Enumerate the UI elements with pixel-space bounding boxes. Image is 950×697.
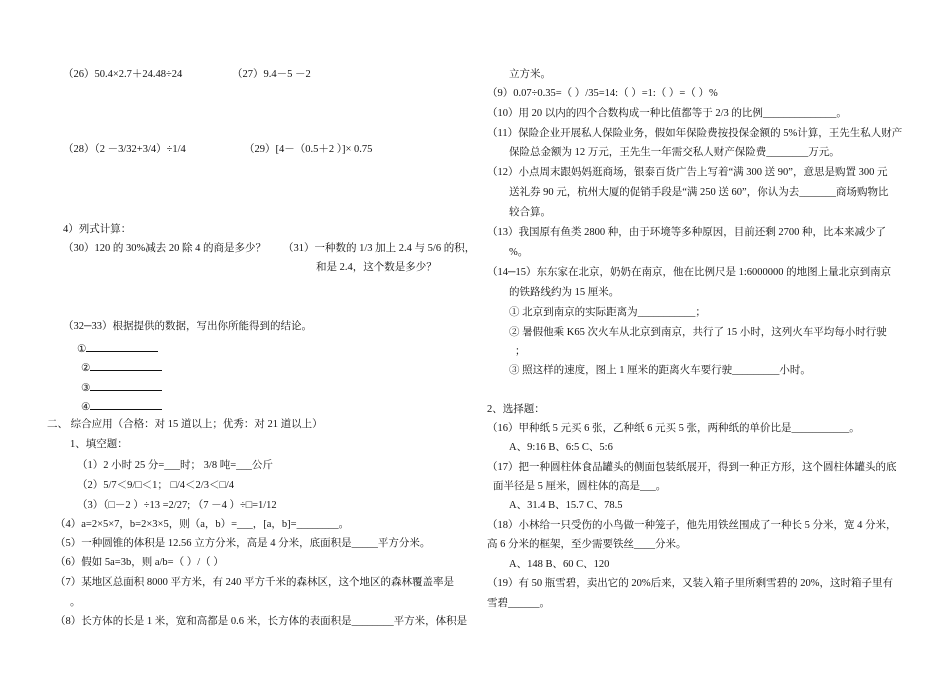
choice-17-options: A、31.4 B、15.7 C、78.5 bbox=[509, 500, 623, 511]
fill-6: （6）假如 5a=3b，则 a/b=（ ）/（ ） bbox=[55, 557, 224, 568]
conclusion-3-blank bbox=[90, 379, 162, 391]
fill-14-item2-cont: ； bbox=[515, 346, 526, 357]
question-26: （26）50.4×2.7＋24.48÷24 bbox=[63, 69, 183, 80]
section-2-title: 二、 综合应用（合格：对 15 道以上；优秀：对 21 道以上） bbox=[47, 419, 323, 430]
question-30: （30）120 的 30%减去 20 除 4 的商是多少？ bbox=[63, 243, 266, 254]
question-27: （27）9.4－5 －2 bbox=[232, 69, 311, 80]
fill-10: （10）用 20 以内的四个合数构成一种比值都等于 2/3 的比例______________。 bbox=[487, 108, 847, 119]
choice-18-line2: 高 6 分米的框架，至少需要铁丝____分米。 bbox=[487, 539, 687, 550]
fill-14-line1: （14─15）东东家在北京，奶奶在南京，他在比例尺是 1:6000000 的地图上量北京到南京 bbox=[487, 267, 892, 278]
conclusion-3 bbox=[81, 379, 162, 396]
section-4-title: 4）列式计算： bbox=[63, 224, 132, 235]
fill-14-item2: ② 暑假他乘 K65 次火车从北京到南京，共行了 15 小时，这列火车平均每小时行驶 bbox=[509, 327, 887, 338]
choice-title: 2、选择题： bbox=[487, 404, 545, 415]
choice-16-options: A、9:16 B、6:5 C、5:6 bbox=[509, 442, 613, 453]
question-32-33: （32─33）根据提供的数据，写出你所能得到的结论。 bbox=[63, 321, 312, 332]
fill-14-item1: ① 北京到南京的实际距离为___________； bbox=[509, 307, 706, 318]
conclusion-3-mark: ③ bbox=[81, 383, 91, 394]
fill-9: （9）0.07÷0.35=（ ）/35=14:（ ）=1:（ ）=（ ）% bbox=[487, 88, 718, 99]
fill-12-line2: 送礼券 90 元，杭州大厦的促销手段是“满 250 送 60”，你认为去_______商场购物比 bbox=[509, 187, 889, 198]
conclusion-4 bbox=[81, 398, 162, 415]
choice-19-line2: 雪碧______。 bbox=[487, 598, 550, 609]
question-31-line2: 和是 2.4，这个数是多少？ bbox=[316, 262, 437, 273]
fill-14-line2: 的铁路线约为 15 厘米。 bbox=[509, 287, 620, 298]
fill-7-line1: （7）某地区总面积 8000 平方米，有 240 平方千米的森林区，这个地区的森林覆盖率是 bbox=[55, 577, 454, 588]
choice-16: （16）甲种纸 5 元买 6 张，乙种纸 6 元买 5 张，两种纸的单价比是___________。 bbox=[487, 423, 860, 434]
conclusion-1 bbox=[77, 340, 158, 357]
conclusion-1-mark: ① bbox=[77, 344, 87, 355]
choice-19-line1: （19）有 50 瓶雪碧，卖出它的 20%后来，又装入箱子里所剩雪碧的 20%，这时箱子里有 bbox=[487, 578, 893, 589]
fill-12-line3: 较合算。 bbox=[509, 207, 551, 218]
fill-1: （1）2 小时 25 分=___时； 3/8 吨=___公斤 bbox=[77, 460, 273, 471]
fill-2: （2）5/7＜9/□＜1； □/4＜2/3＜□/4 bbox=[77, 480, 234, 491]
fill-14-item3: ③ 照这样的速度，图上 1 厘米的距离火车要行驶_________小时。 bbox=[509, 365, 811, 376]
fill-11-line1: （11）保险企业开展私人保险业务，假如年保险费按投保金额的 5%计算，王先生私人财产 bbox=[487, 128, 903, 139]
fill-13-line1: （13）我国原有鱼类 2800 种，由于环境等多种原因，目前还剩 2700 种，比本来减少了 bbox=[487, 227, 886, 238]
conclusion-2-blank bbox=[90, 359, 162, 371]
conclusion-1-blank bbox=[86, 340, 158, 352]
conclusion-4-mark: ④ bbox=[81, 402, 91, 413]
fill-3: （3）（□－2 ）÷13 =2/27; （7 －4 ）÷□=1/12 bbox=[77, 500, 277, 511]
conclusion-2 bbox=[81, 359, 162, 376]
question-29: （29）[4－（0.5＋2 ）]× 0.75 bbox=[244, 144, 373, 155]
choice-17-line2: 面半径是 5 厘米，圆柱体的高是___。 bbox=[493, 481, 667, 492]
choice-18-options: A、148 B、60 C、120 bbox=[509, 559, 610, 570]
fill-in-title: 1、填空题： bbox=[70, 439, 128, 450]
fill-4: （4）a=2×5×7，b=2×3×5，则（a，b）=___，[a，b]=________。 bbox=[55, 519, 350, 530]
fill-5: （5）一种圆锥的体积是 12.56 立方分米，高是 4 分米，底面积是_____平方分米。 bbox=[55, 538, 431, 549]
question-31-line1: （31）一种数的 1/3 加上 2.4 与 5/6 的积， bbox=[283, 243, 476, 254]
fill-12-line1: （12）小点周末跟妈妈逛商场，银泰百货广告上写着“满 300 送 90”，意思是购置 300 元 bbox=[487, 167, 888, 178]
fill-8-cont: 立方米。 bbox=[509, 69, 551, 80]
choice-17-line1: （17）把一种圆柱体食品罐头的侧面包装纸展开，得到一种正方形，这个圆柱体罐头的底 bbox=[487, 462, 897, 473]
fill-11-line2: 保险总金额为 12 万元，王先生一年需交私人财产保险费________万元。 bbox=[509, 147, 840, 158]
conclusion-4-blank bbox=[90, 398, 162, 410]
fill-8: （8）长方体的长是 1 米，宽和高都是 0.6 米，长方体的表面积是________平方米，体积是 bbox=[55, 616, 468, 627]
conclusion-2-mark: ② bbox=[81, 363, 91, 374]
choice-18-line1: （18）小林给一只受伤的小鸟做一种笼子，他先用铁丝围成了一种长 5 分米，宽 4 分米， bbox=[487, 520, 897, 531]
fill-7-line2: 。 bbox=[70, 597, 81, 608]
fill-13-line2: %。 bbox=[509, 247, 529, 258]
question-28: （28）（2 －3/32+3/4）÷1/4 bbox=[63, 144, 186, 155]
